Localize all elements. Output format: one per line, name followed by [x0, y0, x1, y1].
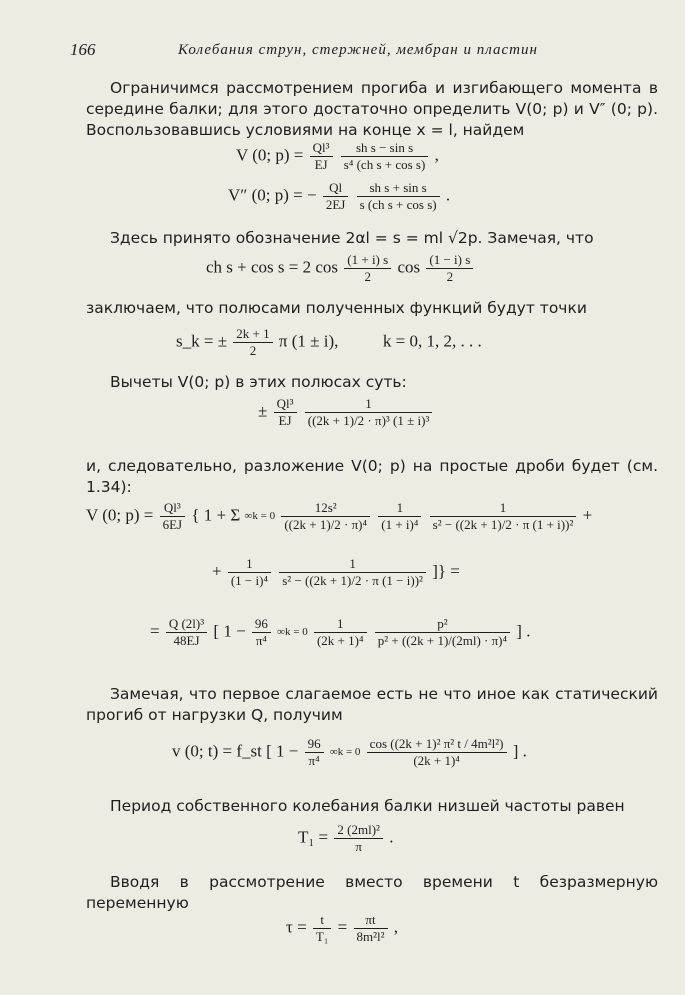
equation-expansion-line1: V (0; p) = $\frac{\text{Ql³}}{6EJ}$ { 1 + Σ ∞k = 0 $\frac{\text{12s²}}{\text{((2k + 1)/2 · π)⁴}}$ $\frac{1}{\text{(1 + i)⁴}}$ $\frac{1}{\text{s² − ((2k + 1)/2 · π (1 + i))²}}$ + — [86, 500, 593, 532]
equation-tau: τ = $\frac{t}{\text{T₁}}$ = $\frac{\pi t}{\text{8m²l²}}$ , — [286, 912, 399, 944]
equation-V-deflection: V (0; p) = $\frac{\text{Ql³}}{EJ}$ $\frac{\text{sh s − sin s}}{\text{s⁴ (ch s + cos s)}}$ , — [236, 140, 439, 172]
paragraph-3: заключаем, что полюсами полученных функций будут точки — [86, 299, 587, 317]
paragraph-1: Ограничимся рассмотрением прогиба и изгибающего момента в середине балки; для этого достаточно определить V(0; p) и V″ (0; p). Воспользовавшись условиями на конце x = l, найдем — [86, 79, 658, 139]
equation-expansion-line3: = $\frac{\text{Q (2l)³}}{48EJ}$ [ 1 − $\frac{96}{\text{π⁴}}$ ∞k = 0 $\frac{1}{\text{(2k + 1)⁴}}$ $\frac{\text{p²}}{\text{p² + ((2k + 1)/(2ml) · π)⁴}}$ ] . — [150, 616, 531, 648]
equation-V-moment: V″ (0; p) = − $\frac{Ql}{2EJ}$ $\frac{\text{sh s + sin s}}{\text{s (ch s + cos s)}}$ . — [228, 180, 451, 212]
paragraph-2: Здесь принято обозначение 2αl = s = ml √2p. Замечая, что — [110, 229, 594, 247]
paragraph-4: Вычеты V(0; p) в этих полюсах суть: — [110, 373, 407, 391]
equation-ch-cos: ch s + cos s = 2 cos $\frac{(1 + i) s}{2}$ cos $\frac{(1 - i) s}{2}$ — [206, 252, 475, 285]
equation-poles: s_k = ± $\frac{2k + 1}{2}$ π (1 ± i), k = 0, 1, 2, . . . — [176, 326, 482, 358]
paragraph-7: Период собственного колебания балки низшей частоты равен — [110, 797, 625, 815]
paragraph-6: Замечая, что первое слагаемое есть не что иное как статический прогиб от нагрузки Q, получим — [86, 685, 658, 724]
paragraph-5: и, следовательно, разложение V(0; p) на простые дроби будет (см. 1.34): — [86, 457, 658, 496]
equation-period: T₁ = $\frac{\text{2 (2ml)²}}{\pi}$ . — [298, 822, 394, 854]
paragraph-8: Вводя в рассмотрение вместо времени t безразмерную переменную — [86, 873, 658, 912]
page-header — [70, 40, 625, 64]
equation-static-deflection: v (0; t) = f_st [ 1 − $\frac{96}{\text{π⁴}}$ ∞k = 0 $\frac{\text{cos ((2k + 1)² π² t / 4m²l²)}}{\text{(2k + 1)⁴}}$ ] . — [172, 736, 527, 768]
equation-residues: ± $\frac{\text{Ql³}}{EJ}$ $\frac{1}{\text{((2k + 1)/2 · π)³ (1 ± i)³}}$ — [258, 396, 434, 429]
running-title: Колебания струн, стержней, мембран и пластин — [178, 42, 538, 58]
page-number: 166 — [70, 40, 96, 59]
equation-expansion-line2: + $\frac{1}{\text{(1 − i)⁴}}$ $\frac{1}{\text{s² − ((2k + 1)/2 · π (1 − i))²}}$ ]} = — [212, 556, 460, 588]
